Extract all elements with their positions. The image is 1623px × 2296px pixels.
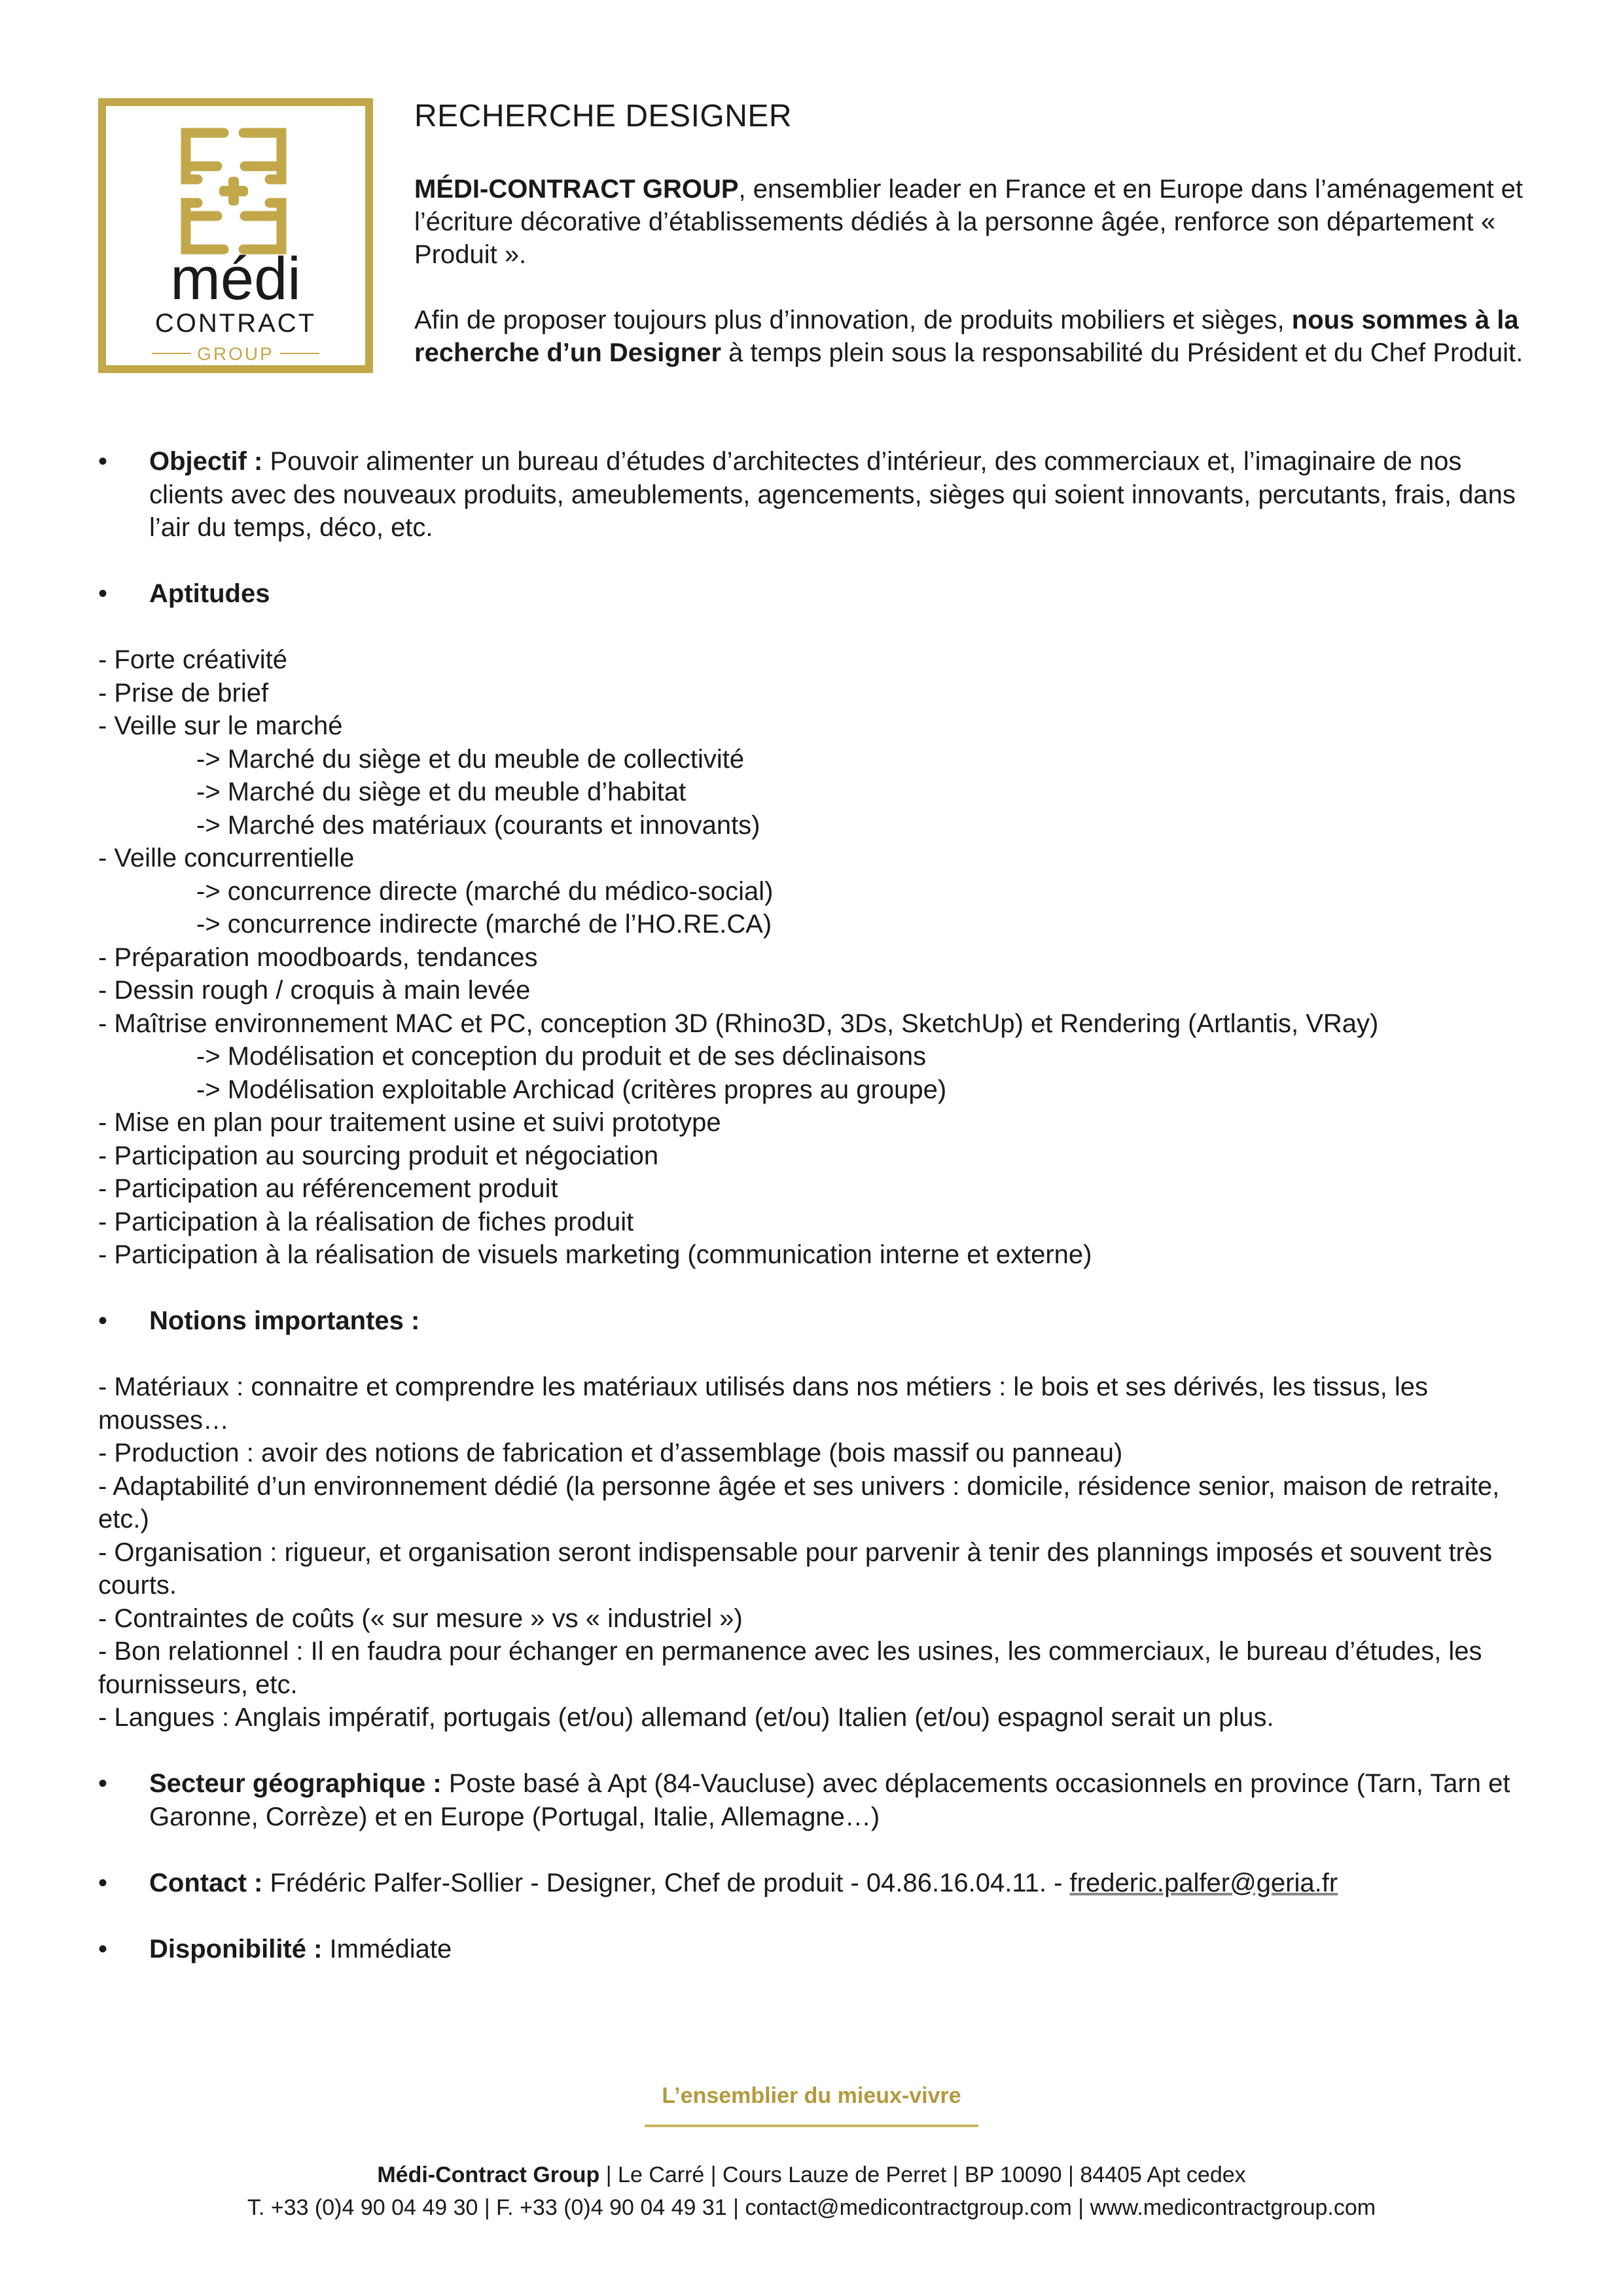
secteur-label: Secteur géographique :: [149, 1769, 442, 1798]
mission-paragraph: [414, 304, 1540, 369]
secteur-text: Poste basé à Apt (84-Vaucluse) avec déplacements occasionnels en province (Tarn, Tarn et Garonne, Corrèze) et en Europe (Portugal, Italie, Allemagne…): [149, 1769, 1510, 1831]
list-item: - Production : avoir des notions de fabrication et d’assemblage (bois massif ou panneau): [98, 1439, 1123, 1467]
logo-emblem-icon: [106, 106, 365, 365]
contact-text: Frédéric Palfer-Sollier - Designer, Chef de produit - 04.86.16.04.11. -: [262, 1868, 1070, 1897]
footer-company: Médi-Contract Group: [377, 2162, 600, 2187]
bullet-icon: •: [98, 1868, 108, 1897]
contact-section: [98, 1867, 1531, 1900]
mission-text-bold: nous sommes à la recherche d’un Designer: [414, 306, 1519, 367]
page-title: RECHERCHE DESIGNER: [414, 99, 793, 134]
sub-list-item: -> Marché du siège et du meuble de collectivité: [196, 744, 745, 774]
objectif-text: Pouvoir alimenter un bureau d’études d’architectes d’intérieur, des commerciaux et, l’imaginaire de nos clients avec des nouveaux produits, ameublements, agencements, sièges qui soient innovants, percutants, frais, dans l’air du temps, déco, etc.: [149, 447, 1516, 542]
notions-heading: [98, 1304, 1531, 1338]
footer-address: [0, 2159, 1623, 2191]
svg-text:GROUP: GROUP: [197, 344, 274, 364]
list-item: - Veille sur le marché: [98, 711, 343, 740]
aptitudes-heading: [98, 577, 1531, 611]
mission-text-start: Afin de proposer toujours plus d’innovation, de produits mobiliers et sièges,: [414, 306, 1292, 334]
list-item: - Organisation : rigueur, et organisation seront indispensable pour parvenir à tenir des plannings imposés et souvent très courts.: [98, 1537, 1493, 1600]
list-item: - Bon relationnel : Il en faudra pour échanger en permanence avec les usines, les commerciaux, le bureau d’études, les fournisseurs, etc.: [98, 1637, 1482, 1699]
bullet-icon: •: [98, 447, 108, 476]
list-item: - Participation au sourcing produit et négociation: [98, 1141, 659, 1170]
svg-text:CONTRACT: CONTRACT: [154, 309, 317, 338]
sub-list-item: -> Marché du siège et du meuble d’habitat: [196, 778, 687, 806]
bullet-icon: •: [98, 1306, 108, 1335]
aptitudes-list: [98, 643, 1531, 1272]
list-item: - Forte créativité: [98, 645, 287, 674]
list-item: - Matériaux : connaitre et comprendre les matériaux utilisés dans nos métiers : le bois et ses dérivés, les tissus, les mousses…: [98, 1372, 1428, 1435]
main-content: [98, 445, 1531, 1965]
list-item: - Veille concurrentielle: [98, 844, 355, 872]
intro-paragraph: [414, 173, 1540, 271]
intro-text: , ensemblier leader en France et en Europe dans l’aménagement et l’écriture décorative d’établissements dédiés à la personne âgée, renforce son département « Produit ».: [414, 175, 1524, 269]
svg-text:médi: médi: [170, 245, 301, 312]
notions-list: [98, 1371, 1531, 1734]
disponibilite-section: [98, 1933, 1531, 1966]
list-item: - Participation à la réalisation de fiches produit: [98, 1207, 634, 1236]
medi-contract-logo: [98, 98, 373, 373]
sub-list-item: -> Modélisation exploitable Archicad (critères propres au groupe): [196, 1075, 947, 1104]
objectif-label: Objectif :: [149, 447, 263, 476]
company-name: MÉDI-CONTRACT GROUP: [414, 175, 739, 204]
list-item: - Participation au référencement produit: [98, 1174, 558, 1203]
contact-label: Contact :: [149, 1868, 263, 1897]
header-block: [414, 97, 1540, 402]
disponibilite-label: Disponibilité :: [149, 1934, 323, 1964]
sub-list-item: -> concurrence directe (marché du médico-social): [196, 876, 774, 906]
objectif-section: [98, 445, 1531, 545]
list-item: - Prise de brief: [98, 678, 269, 708]
footer-address-text: | Le Carré | Cours Lauze de Perret | BP 10090 | 84405 Apt cedex: [599, 2162, 1246, 2187]
secteur-section: [98, 1767, 1531, 1833]
footer-contact-line: T. +33 (0)4 90 04 49 30 | F. +33 (0)4 90 04 49 31 | contact@medicontractgroup.com | www.medicontractgroup.com: [247, 2195, 1376, 2220]
bullet-icon: •: [98, 1934, 108, 1964]
sub-list-item: -> Marché des matériaux (courants et innovants): [196, 810, 760, 840]
list-item: - Préparation moodboards, tendances: [98, 942, 538, 972]
bullet-icon: •: [98, 579, 108, 608]
sub-list-item: -> concurrence indirecte (marché de l’HO.RE.CA): [196, 910, 772, 939]
list-item: - Mise en plan pour traitement usine et suivi prototype: [98, 1108, 721, 1137]
footer: [0, 2081, 1623, 2224]
sub-list-item: -> Modélisation et conception du produit et de ses déclinaisons: [196, 1042, 927, 1071]
list-item: - Contraintes de coûts (« sur mesure » vs « industriel »): [98, 1604, 743, 1633]
mission-text-end: à temps plein sous la responsabilité du Président et du Chef Produit.: [721, 338, 1524, 367]
footer-divider: [645, 2125, 978, 2127]
list-item: - Participation à la réalisation de visuels marketing (communication interne et externe): [98, 1240, 1092, 1269]
contact-email-link[interactable]: frederic.palfer@geria.fr: [1069, 1868, 1338, 1897]
notions-label: Notions importantes :: [149, 1306, 420, 1335]
aptitudes-label: Aptitudes: [149, 579, 270, 608]
disponibilite-text: Immédiate: [322, 1934, 452, 1964]
list-item: - Langues : Anglais impératif, portugais (et/ou) allemand (et/ou) Italien (et/ou) espagnol serait un plus.: [98, 1703, 1274, 1732]
list-item: - Adaptabilité d’un environnement dédié (la personne âgée et ses univers : domicile, résidence senior, maison de retraite, etc.): [98, 1471, 1500, 1534]
footer-tagline: L’ensemblier du mieux-vivre: [662, 2083, 961, 2108]
list-item: - Dessin rough / croquis à main levée: [98, 976, 531, 1005]
bullet-icon: •: [98, 1769, 108, 1798]
list-item: - Maîtrise environnement MAC et PC, conception 3D (Rhino3D, 3Ds, SketchUp) et Rendering (Artlantis, VRay): [98, 1009, 1379, 1038]
